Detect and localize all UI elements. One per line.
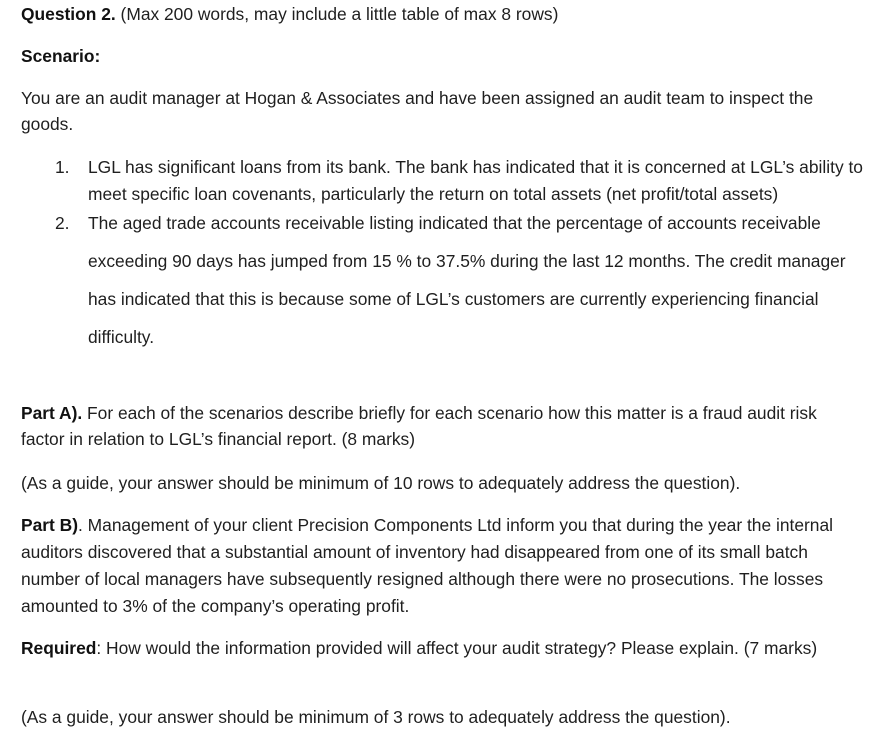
scenario-item-2: [21, 204, 866, 356]
part-a-label: Part A).: [21, 403, 83, 423]
scenario-heading: [21, 43, 100, 69]
scenario-heading-text: Scenario:: [21, 46, 101, 66]
question-label: Question 2.: [21, 4, 116, 24]
part-b-required: [21, 635, 841, 662]
part-b-text: . Management of your client Precision Components Ltd inform you that during the year the internal auditors discovered that a substantial amount of inventory had disappeared from one of its small batch number of local managers have subsequently resigned although there were no prosecutions. The losses amounted to 3% of the company’s operating profit.: [21, 515, 833, 616]
part-b-guide: (As a guide, your answer should be minimum of 3 rows to adequately address the question).: [21, 707, 731, 727]
part-a-question: [21, 400, 856, 452]
part-b-label: Part B): [21, 515, 79, 535]
scenario-item-text: LGL has significant loans from its bank. The bank has indicated that it is concerned at LGL’s ability to meet specific loan covenants, particularly the return on total assets (net profit/total assets): [88, 157, 863, 204]
part-b-question: [21, 512, 856, 620]
question-header: [21, 1, 558, 27]
scenario-intro: You are an audit manager at Hogan & Associates and have been assigned an audit team to inspect the goods.: [21, 88, 814, 134]
scenario-item-text: The aged trade accounts receivable listing indicated that the percentage of accounts receivable exceeding 90 days has jumped from 15 % to 37.5% during the last 12 months. The credit manager has indicated that this is because some of LGL’s customers are currently experiencing financial difficulty.: [88, 213, 846, 347]
part-a-text: For each of the scenarios describe briefly for each scenario how this matter is a fraud audit risk factor in relation to LGL’s financial report. (8 marks): [21, 403, 817, 449]
required-text: : How would the information provided will affect your audit strategy? Please explain. (7 marks): [96, 638, 818, 658]
scenario-item-number: 2.: [55, 213, 70, 233]
scenario-list: [21, 154, 866, 356]
required-label: Required: [21, 638, 97, 658]
scenario-item-number: 1.: [55, 157, 70, 177]
question-note: (Max 200 words, may include a little table of max 8 rows): [115, 4, 559, 24]
scenario-item-1: [21, 154, 866, 208]
part-a-guide: (As a guide, your answer should be minimum of 10 rows to adequately address the question).: [21, 473, 741, 493]
